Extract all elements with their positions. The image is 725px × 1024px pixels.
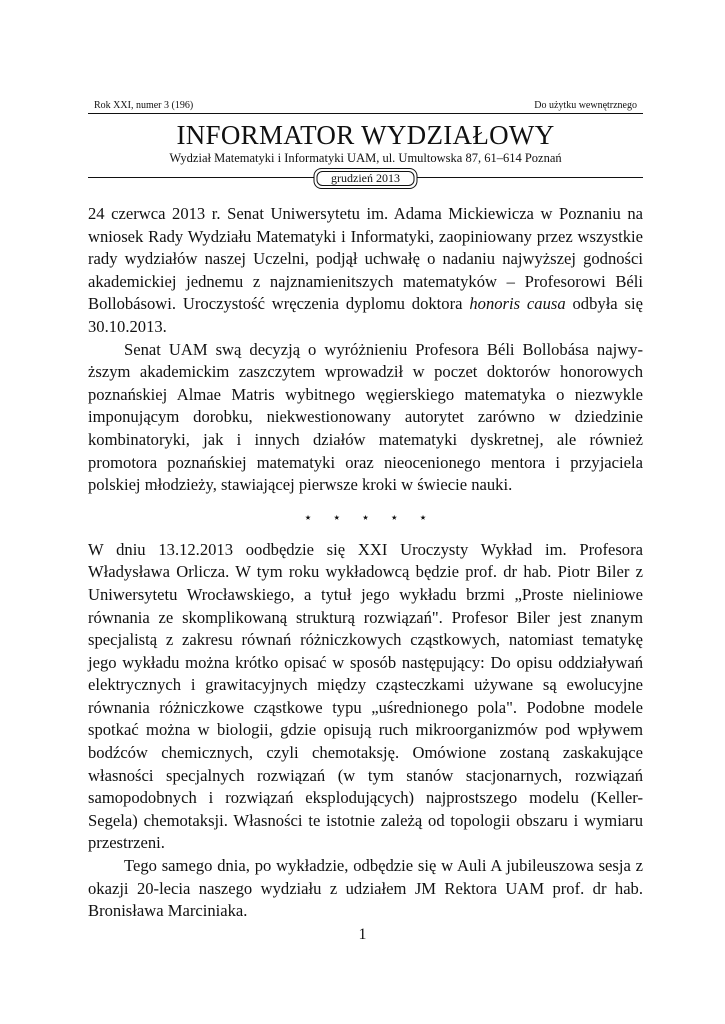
page-number: 1 <box>358 926 367 943</box>
newsletter-title: INFORMATOR WYDZIAŁOWY <box>176 120 555 150</box>
star-icon: ⋆ <box>361 510 370 526</box>
usage-note: Do użytku wewnętrznego <box>534 100 637 111</box>
article2-paragraph1: W dniu 13.12.2013 oodbędzie się XXI Uroczysty Wykład im. Profesora Władysława Orlicza. W tym roku wykładowcą będzie prof. dr hab. Piotr Biler z Uniwersytetu Wrocławskiego, a tytuł jego wykładu brzmi „Proste nieliniowe równania ze skomplikowaną strukturą rozwiązań". Profesor Biler jest znanym specjalistą z zakresu równań różniczkowych cząstkowych, natomiast tematykę jego wykładu można krótko opisać w sposób następujący: Do opisu oddziaływań elektrycznych i grawitacyjnych między cząsteczkami używane są ewolucyjne równania różniczkowe cząstkowe typu „uśrednionego pola". Podobne modele spotkać można w biologii, gdzie opisują ruch mikroorganizmów pod wpływem bodźców chemicznych, czyli chemotaksję. Omówione zostaną zaskakujące własności specjalnych rozwiązań (w tym stanów stacjonarnych, rozwiązań samopodobnych i rozwiązań eksplodujących) najprostszego modelu (Keller-Segela) chemotaksji. Własności te istotnie zależą od topologii obszaru i wymiaru przestrzeni. <box>88 539 643 853</box>
issue-info: Rok XXI, numer 3 (196) <box>94 100 194 111</box>
faculty-address: Wydział Matematyki i Informatyki UAM, ul. Umultowska 87, 61–614 Poznań <box>169 151 562 165</box>
masthead-topline <box>88 100 643 114</box>
article1-paragraph1 <box>88 203 643 339</box>
issue-date: grudzień 2013 <box>316 171 415 186</box>
star-icon: ⋆ <box>389 510 399 526</box>
article1-p1-text-a: 24 czerwca 2013 r. Senat Uniwersytetu im. Adama Mickiewicza w Poznaniu na wniosek Rady Wydziału Matematyki i Informatyki, zaopiniowany przez wszystkie rady wydziałów naszej Uczelni, podjął uchwałę o nadaniu najwyższej godności akademickiej jednemu z najznamienitszych matematyków – Profesorowi Béli Bollobásowi. Uroczystość wręczenia dyplomu doktora <box>88 204 643 314</box>
article2-paragraph2: Tego samego dnia, po wykładzie, odbędzie się w Auli A jubileuszowa sesja z okazji 20-lecia naszego wydziału z udziałem JM Rektora UAM prof. dr hab. Bronisława Marciniaka. <box>88 856 643 921</box>
star-icon: ⋆ <box>303 510 313 526</box>
section-separator <box>88 509 643 529</box>
page <box>88 100 643 923</box>
star-icon: ⋆ <box>418 510 428 526</box>
article1-p1-italic: honoris causa <box>469 294 566 314</box>
article1-paragraph2: Senat UAM swą decyzją o wyróżnieniu Profesora Béli Bollobása najwyższym akademickim zaszczytem wprowadził w poczet doktorów honorowych poznańskiej Almae Matris wybitnego węgierskiego matematyka o niezwykle imponującym dorobku, niekwestionowany autorytet zarówno w dziedzinie kombinatoryki, jak i innych działów matematyki dyskretnej, ale również promotora poznańskiej matematyki oraz nieocenionego mentora i przyjaciela polskiej młodzieży, stawiającej pierwsze kroki w świecie nauki. <box>88 339 643 495</box>
article1-p1-text-b: odbyła się 30.10.2013. <box>88 294 643 336</box>
star-icon: ⋆ <box>332 510 342 526</box>
article-body <box>88 203 643 923</box>
date-box <box>313 168 418 189</box>
date-line <box>88 168 643 186</box>
